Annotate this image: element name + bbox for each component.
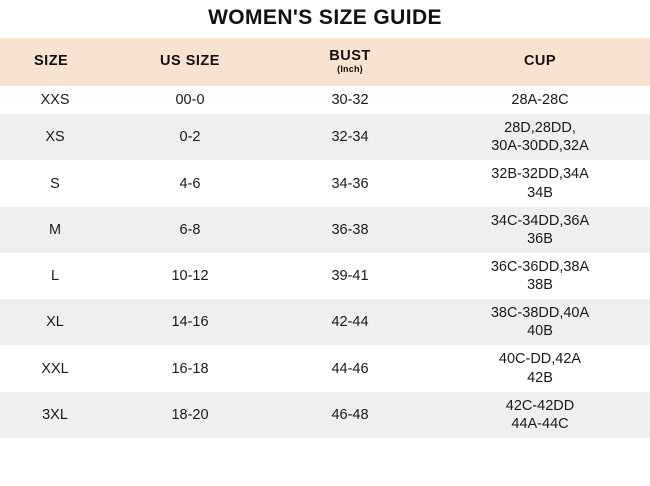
table-body [0,86,650,438]
table-row [0,160,650,206]
column-header-cup: CUP [430,38,650,86]
cell-cup: 28D,28DD, 30A-30DD,32A [430,114,650,160]
table-row [0,207,650,253]
cell-size: XXL [0,345,110,391]
cell-cup: 36C-36DD,38A 38B [430,253,650,299]
table-row [0,86,650,114]
bottom-spacer [0,438,650,486]
table-row [0,114,650,160]
cell-cup: 28A-28C [430,86,650,114]
cell-cup: 34C-34DD,36A 36B [430,207,650,253]
cell-cup: 38C-38DD,40A 40B [430,299,650,345]
cell-us-size: 6-8 [110,207,270,253]
cell-cup: 40C-DD,42A 42B [430,345,650,391]
cell-bust: 36-38 [270,207,430,253]
cell-bust: 46-48 [270,392,430,438]
cell-us-size: 00-0 [110,86,270,114]
column-header-bust: BUST (Inch) [270,38,430,86]
page-title: WOMEN'S SIZE GUIDE [208,6,442,29]
cell-us-size: 18-20 [110,392,270,438]
cell-bust: 30-32 [270,86,430,114]
cell-us-size: 16-18 [110,345,270,391]
cell-size: XL [0,299,110,345]
cell-size: 3XL [0,392,110,438]
cell-bust: 39-41 [270,253,430,299]
cell-size: S [0,160,110,206]
cell-cup: 32B-32DD,34A 34B [430,160,650,206]
cell-bust: 34-36 [270,160,430,206]
table-row [0,253,650,299]
cell-us-size: 4-6 [110,160,270,206]
cell-size: XS [0,114,110,160]
table-row [0,299,650,345]
column-header-us-size: US SIZE [110,38,270,86]
cell-size: M [0,207,110,253]
cell-size: XXS [0,86,110,114]
cell-bust: 42-44 [270,299,430,345]
size-guide-table [0,38,650,438]
table-row [0,345,650,391]
cell-bust: 44-46 [270,345,430,391]
table-header [0,38,650,86]
cell-size: L [0,253,110,299]
cell-cup: 42C-42DD 44A-44C [430,392,650,438]
cell-us-size: 10-12 [110,253,270,299]
column-header-size: SIZE [0,38,110,86]
header-row [0,38,650,86]
table-row [0,392,650,438]
cell-bust: 32-34 [270,114,430,160]
cell-us-size: 0-2 [110,114,270,160]
cell-us-size: 14-16 [110,299,270,345]
